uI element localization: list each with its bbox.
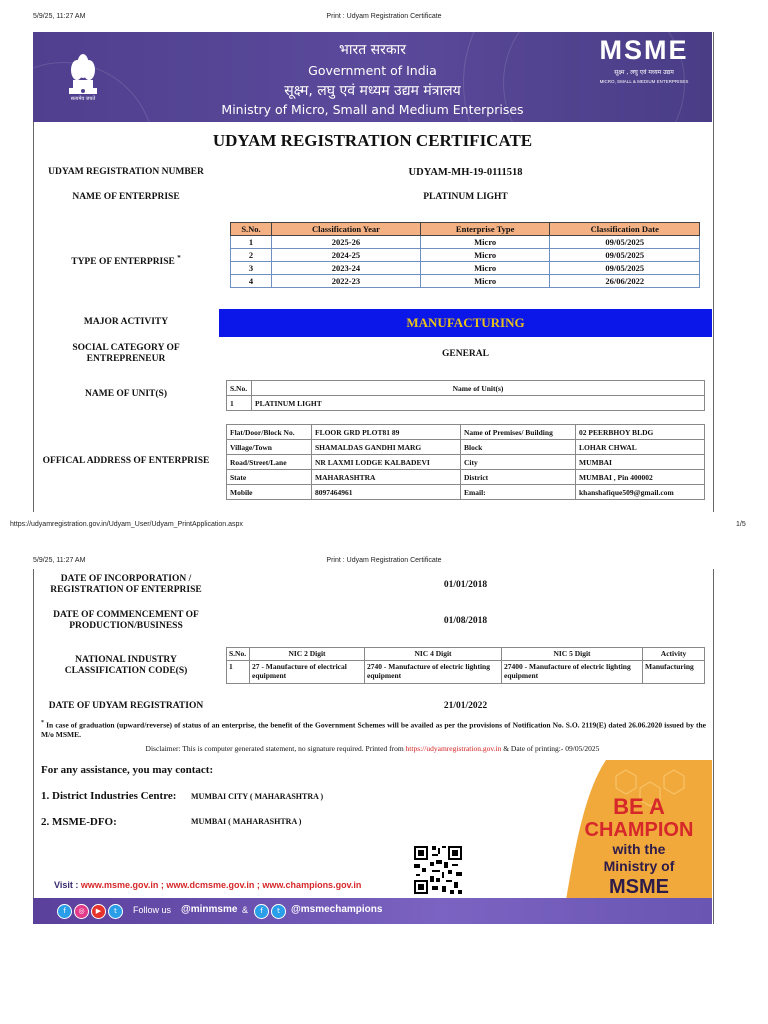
table-row bbox=[231, 236, 700, 249]
nic-table bbox=[226, 647, 705, 684]
page-number: 1/5 bbox=[736, 521, 746, 528]
amp-text: & bbox=[242, 905, 249, 915]
table-cell: SHAMALDAS GANDHI MARG bbox=[312, 440, 461, 455]
table-header: Classification Date bbox=[550, 223, 700, 236]
table-header: NIC 2 Digit bbox=[250, 648, 365, 661]
table-cell: Manufacturing bbox=[643, 661, 705, 684]
table-cell: District bbox=[461, 470, 576, 485]
print-title: Print : Udyam Registration Certificate bbox=[326, 13, 442, 20]
table-row bbox=[227, 396, 705, 411]
print-title-2: Print : Udyam Registration Certificate bbox=[326, 557, 442, 564]
table-cell: 26/06/2022 bbox=[550, 275, 700, 288]
assistance-title: For any assistance, you may contact: bbox=[41, 764, 214, 776]
facebook-icon-2[interactable]: f bbox=[254, 904, 269, 919]
reg-number-label: UDYAM REGISTRATION NUMBER bbox=[48, 167, 204, 177]
table-header: S.No. bbox=[227, 648, 250, 661]
social-category-label: SOCIAL CATEGORY OF ENTREPRENEUR bbox=[72, 343, 180, 364]
hindi-govt: भारत सरकार bbox=[339, 42, 406, 58]
table-cell: MAHARASHTRA bbox=[312, 470, 461, 485]
print-datetime: 5/9/25, 11:27 AM bbox=[33, 13, 86, 20]
table-cell: Block bbox=[461, 440, 576, 455]
table-cell: 2740 - Manufacture of electric lighting equipment bbox=[365, 661, 502, 684]
champion-line-4: Ministry of bbox=[603, 858, 675, 874]
major-activity: MANUFACTURING bbox=[219, 309, 712, 337]
table-cell: State bbox=[227, 470, 312, 485]
table-cell: City bbox=[461, 455, 576, 470]
table-row bbox=[227, 661, 705, 684]
table-cell: NR LAXMI LODGE KALBADEVI bbox=[312, 455, 461, 470]
table-cell: Village/Town bbox=[227, 440, 312, 455]
qr-code-icon bbox=[412, 844, 464, 896]
table-header: S.No. bbox=[231, 223, 272, 236]
table-header: Activity bbox=[643, 648, 705, 661]
champion-line-2: CHAMPION bbox=[584, 819, 694, 841]
follow-text: Follow us bbox=[133, 905, 172, 915]
table-cell: 2 bbox=[231, 249, 272, 262]
table-cell: Micro bbox=[420, 275, 550, 288]
table-cell: Micro bbox=[420, 262, 550, 275]
table-row bbox=[227, 455, 705, 470]
table-cell: 27400 - Manufacture of electric lighting equipment bbox=[502, 661, 643, 684]
table-cell: 09/05/2025 bbox=[550, 249, 700, 262]
champion-line-1: BE A bbox=[613, 794, 665, 819]
table-cell: FLOOR GRD PLOT81 89 bbox=[312, 425, 461, 440]
table-header: Name of Unit(s) bbox=[252, 381, 705, 396]
print-url: https://udyamregistration.gov.in/Udyam_User/Udyam_PrintApplication.aspx bbox=[10, 521, 243, 528]
english-govt: Government of India bbox=[308, 63, 437, 78]
nic-label: NATIONAL INDUSTRY CLASSIFICATION CODE(S) bbox=[64, 655, 188, 676]
champion-line-3: with the bbox=[612, 841, 666, 857]
udyam-date: 21/01/2022 bbox=[443, 701, 488, 711]
table-cell: khanshafique509@gmail.com bbox=[576, 485, 705, 500]
gov-banner bbox=[33, 32, 712, 122]
major-activity-label: MAJOR ACTIVITY bbox=[83, 317, 169, 327]
table-row bbox=[231, 262, 700, 275]
print-datetime-2: 5/9/25, 11:27 AM bbox=[33, 557, 86, 564]
champion-line-5: MSME bbox=[609, 876, 669, 898]
social-category: GENERAL bbox=[442, 349, 489, 359]
reg-number: UDYAM-MH-19-0111518 bbox=[408, 167, 523, 178]
disclaimer: Disclaimer: This is computer generated statement, no signature required. Printed from https://udyamregistration.gov.in & Date of printing:- 09/05/2025 bbox=[145, 744, 600, 753]
msme-logo: MSME bbox=[599, 35, 689, 65]
table-cell: MUMBAI , Pin 400002 bbox=[576, 470, 705, 485]
address-label: OFFICAL ADDRESS OF ENTERPRISE bbox=[42, 456, 210, 466]
table-cell: Flat/Door/Block No. bbox=[227, 425, 312, 440]
address-table bbox=[226, 424, 705, 500]
table-header: S.No. bbox=[227, 381, 252, 396]
handle-msmechampions[interactable]: @msmechampions bbox=[291, 904, 383, 915]
youtube-icon[interactable]: ▶ bbox=[91, 904, 106, 919]
social-footer bbox=[33, 898, 712, 924]
commencement-date: 01/08/2018 bbox=[443, 616, 488, 626]
table-row bbox=[227, 485, 705, 500]
table-cell: 4 bbox=[231, 275, 272, 288]
table-cell: 2024-25 bbox=[272, 249, 421, 262]
handle-minmsme[interactable]: @minmsme bbox=[181, 904, 238, 915]
table-cell: Name of Premises/ Building bbox=[461, 425, 576, 440]
table-row bbox=[227, 425, 705, 440]
table-cell: 09/05/2025 bbox=[550, 236, 700, 249]
msme-logo-hindi: सूक्ष्म , लघु एवं मध्यम उद्यम bbox=[614, 69, 674, 76]
table-cell: Road/Street/Lane bbox=[227, 455, 312, 470]
table-header: Enterprise Type bbox=[420, 223, 550, 236]
table-header: NIC 4 Digit bbox=[365, 648, 502, 661]
units-label: NAME OF UNIT(S) bbox=[85, 389, 167, 399]
table-cell: 2023-24 bbox=[272, 262, 421, 275]
instagram-icon[interactable]: ◎ bbox=[74, 904, 89, 919]
enterprise-name: PLATINUM LIGHT bbox=[423, 192, 508, 202]
table-row bbox=[231, 275, 700, 288]
table-cell: Email: bbox=[461, 485, 576, 500]
visit-row: Visit : www.msme.gov.in ; www.dcmsme.gov.in ; www.champions.gov.in bbox=[54, 880, 362, 890]
table-row bbox=[227, 470, 705, 485]
table-cell: 02 PEERBHOY BLDG bbox=[576, 425, 705, 440]
table-cell: Mobile bbox=[227, 485, 312, 500]
table-cell: 1 bbox=[227, 396, 252, 411]
table-cell: PLATINUM LIGHT bbox=[252, 396, 705, 411]
table-row bbox=[227, 440, 705, 455]
table-header: NIC 5 Digit bbox=[502, 648, 643, 661]
table-cell: Micro bbox=[420, 249, 550, 262]
commencement-label: DATE OF COMMENCEMENT OF PRODUCTION/BUSINESS bbox=[53, 610, 199, 631]
dfo-label: 2. MSME-DFO: bbox=[41, 816, 117, 828]
incorporation-label: DATE OF INCORPORATION / REGISTRATION OF ENTERPRISE bbox=[50, 574, 202, 595]
table-cell: 09/05/2025 bbox=[550, 262, 700, 275]
table-cell: MUMBAI bbox=[576, 455, 705, 470]
table-cell: 2025-26 bbox=[272, 236, 421, 249]
hindi-ministry: सूक्ष्म, लघु एवं मध्यम उद्यम मंत्रालय bbox=[284, 83, 461, 99]
enterprise-name-label: NAME OF ENTERPRISE bbox=[72, 192, 180, 202]
udyam-date-label: DATE OF UDYAM REGISTRATION bbox=[48, 701, 204, 711]
visit-links[interactable]: www.msme.gov.in ; www.dcmsme.gov.in ; www.champions.gov.in bbox=[80, 880, 362, 890]
twitter-icon[interactable]: t bbox=[108, 904, 123, 919]
dfo-value: MUMBAI ( MAHARASHTRA ) bbox=[191, 817, 302, 826]
table-cell: LOHAR CHWAL bbox=[576, 440, 705, 455]
table-header: Classification Year bbox=[272, 223, 421, 236]
table-cell: Micro bbox=[420, 236, 550, 249]
graduation-note: * In case of graduation (upward/reverse) of status of an enterprise, the benefit of the Government Schemes will be availed as per the provisions of Notification No. S.O. 2119(E) dated 26.06.2020 issued by the M/o MSME. bbox=[41, 720, 707, 739]
table-cell: 3 bbox=[231, 262, 272, 275]
facebook-icon[interactable]: f bbox=[57, 904, 72, 919]
table-row bbox=[231, 249, 700, 262]
twitter-icon-2[interactable]: t bbox=[271, 904, 286, 919]
dic-value: MUMBAI CITY ( MAHARASHTRA ) bbox=[191, 792, 324, 801]
units-table bbox=[226, 380, 705, 411]
classification-table bbox=[230, 222, 700, 288]
portal-link[interactable]: https://udyamregistration.gov.in bbox=[405, 744, 502, 753]
table-cell: 2022-23 bbox=[272, 275, 421, 288]
english-ministry: Ministry of Micro, Small and Medium Enterprises bbox=[221, 102, 524, 117]
table-cell: 8097464961 bbox=[312, 485, 461, 500]
incorporation-date: 01/01/2018 bbox=[443, 580, 488, 590]
certificate-title: UDYAM REGISTRATION CERTIFICATE bbox=[212, 131, 533, 150]
dic-label: 1. District Industries Centre: bbox=[41, 790, 177, 802]
table-cell: 27 - Manufacture of electrical equipment bbox=[250, 661, 365, 684]
table-cell: 1 bbox=[227, 661, 250, 684]
table-cell: 1 bbox=[231, 236, 272, 249]
msme-logo-sub: MICRO, SMALL & MEDIUM ENTERPRISES bbox=[599, 79, 689, 84]
emblem-motto: सत्यमेव जयते bbox=[70, 96, 96, 102]
type-label: TYPE OF ENTERPRISE * bbox=[71, 254, 181, 268]
